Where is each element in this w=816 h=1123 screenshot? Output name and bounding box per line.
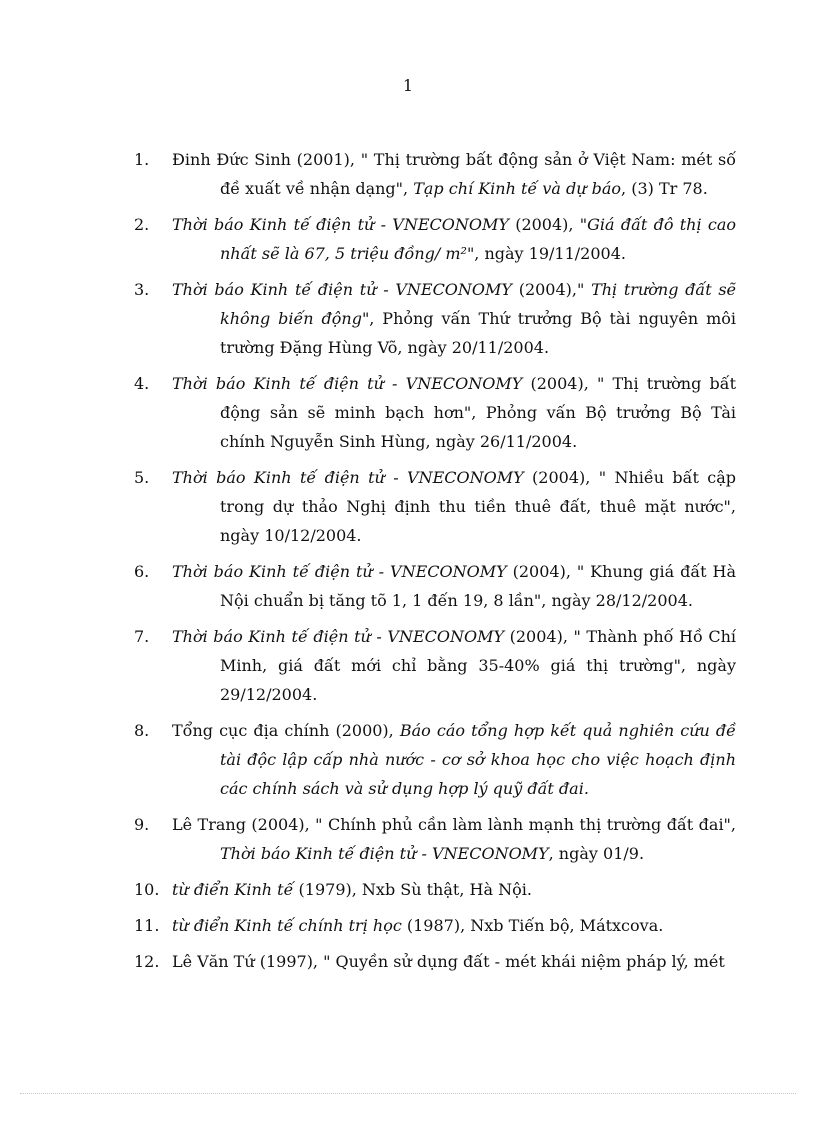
reference-item: [134, 911, 736, 940]
reference-text: [172, 275, 736, 362]
reference-list: [134, 145, 736, 983]
reference-title: Tạp chí Kinh tế và dự báo: [413, 179, 622, 198]
reference-text: [172, 369, 736, 456]
reference-item: [134, 369, 736, 456]
reference-item: [134, 810, 736, 868]
reference-segment: (2004),": [512, 280, 585, 299]
reference-segment: (1987), Nxb Tiến bộ, Mátxcova.: [401, 916, 664, 935]
reference-text: [172, 210, 736, 268]
reference-segment: ", Phỏng vấn Thứ trưởng Bộ tài nguyên môi trường Đặng Hùng Võ, ngày 20/11/2004.: [220, 309, 736, 357]
reference-text: [172, 145, 736, 203]
reference-title: Giá đất đô thị cao nhất sẽ là 67, 5 triệu đồng/ m²: [220, 215, 737, 263]
reference-segment: Lê Trang (2004), " Chính phủ cần làm lành mạnh thị trường đất đai",: [172, 815, 736, 834]
reference-segment: Lê Văn Tứ (1997), " Quyền sử dụng đất - mét khái niệm pháp lý, mét: [172, 952, 725, 971]
reference-number: 4.: [134, 374, 150, 393]
reference-number: 12.: [134, 952, 160, 971]
reference-number: 1.: [134, 150, 150, 169]
reference-title: Thời báo Kinh tế điện tử - VNECONOMY: [172, 280, 512, 299]
page-number: 1: [402, 76, 414, 95]
reference-text: [172, 557, 736, 615]
reference-segment: (2004), " Nhiều bất cập trong dự thảo Nghị định thu tiền thuê đất, thuê mặt nước", ngày 10/12/2004.: [220, 468, 736, 545]
reference-number: 3.: [134, 280, 150, 299]
reference-title: Thị trường đất sẽ không biến động: [220, 280, 737, 328]
reference-item: [134, 145, 736, 203]
reference-text: [172, 622, 736, 709]
reference-segment: (1979), Nxb Sù thật, Hà Nội.: [293, 880, 532, 899]
reference-title: Thời báo Kinh tế điện tử - VNECONOMY: [172, 627, 505, 646]
reference-title: từ điển Kinh tế: [172, 880, 294, 899]
reference-item: [134, 463, 736, 550]
reference-title: Báo cáo tổng hợp kết quả nghiên cứu đề tài độc lập cấp nhà nước - cơ sở khoa học cho việc hoạch định các chính sách và sử dụng hợp lý quỹ đất đai.: [220, 721, 736, 798]
reference-number: 8.: [134, 721, 150, 740]
reference-number: 6.: [134, 562, 150, 581]
reference-text: [172, 947, 736, 976]
reference-segment: (2004), " Thành phố Hồ Chí Minh, giá đất mới chỉ bằng 35-40% giá thị trường", ngày 29/12/2004.: [220, 627, 737, 704]
reference-number: 9.: [134, 815, 150, 834]
reference-number: 2.: [134, 215, 150, 234]
reference-number: 10.: [134, 880, 160, 899]
reference-item: [134, 622, 736, 709]
reference-title: từ điển Kinh tế chính trị học: [172, 916, 402, 935]
reference-title: Thời báo Kinh tế điện tử - VNECONOMY: [172, 468, 524, 487]
reference-segment: Tổng cục địa chính (2000),: [172, 721, 400, 740]
reference-text: [172, 810, 736, 868]
reference-segment: , ngày 01/9.: [548, 844, 645, 863]
reference-segment: (2004), " Thị trường bất động sản sẽ minh bạch hơn", Phỏng vấn Bộ trưởng Bộ Tài chính Nguyễn Sinh Hùng, ngày 26/11/2004.: [220, 374, 737, 451]
reference-segment: ", ngày 19/11/2004.: [466, 244, 626, 263]
reference-number: 5.: [134, 468, 150, 487]
reference-segment: , (3) Tr 78.: [621, 179, 708, 198]
reference-text: [172, 911, 736, 940]
reference-segment: (2004), ": [508, 215, 588, 234]
reference-item: [134, 557, 736, 615]
reference-item: [134, 875, 736, 904]
reference-segment: Đinh Đức Sinh (2001), " Thị trường bất động sản ở Việt Nam: mét số đề xuất về nhận dạng",: [172, 150, 736, 198]
reference-item: [134, 716, 736, 803]
reference-text: [172, 463, 736, 550]
reference-item: [134, 947, 736, 976]
reference-segment: (2004), " Khung giá đất Hà Nội chuẩn bị tăng tõ 1, 1 đến 19, 8 lần", ngày 28/12/2004.: [220, 562, 737, 610]
reference-item: [134, 210, 736, 268]
reference-number: 11.: [134, 916, 160, 935]
reference-title: Thời báo Kinh tế điện tử - VNECONOMY: [172, 374, 523, 393]
reference-item: [134, 275, 736, 362]
page-bottom-divider: [20, 1093, 796, 1094]
reference-text: [172, 875, 736, 904]
reference-text: [172, 716, 736, 803]
reference-title: Thời báo Kinh tế điện tử - VNECONOMY: [172, 562, 507, 581]
reference-number: 7.: [134, 627, 150, 646]
reference-title: Thời báo Kinh tế điện tử - VNECONOMY: [220, 844, 549, 863]
reference-title: Thời báo Kinh tế điện tử - VNECONOMY: [172, 215, 509, 234]
